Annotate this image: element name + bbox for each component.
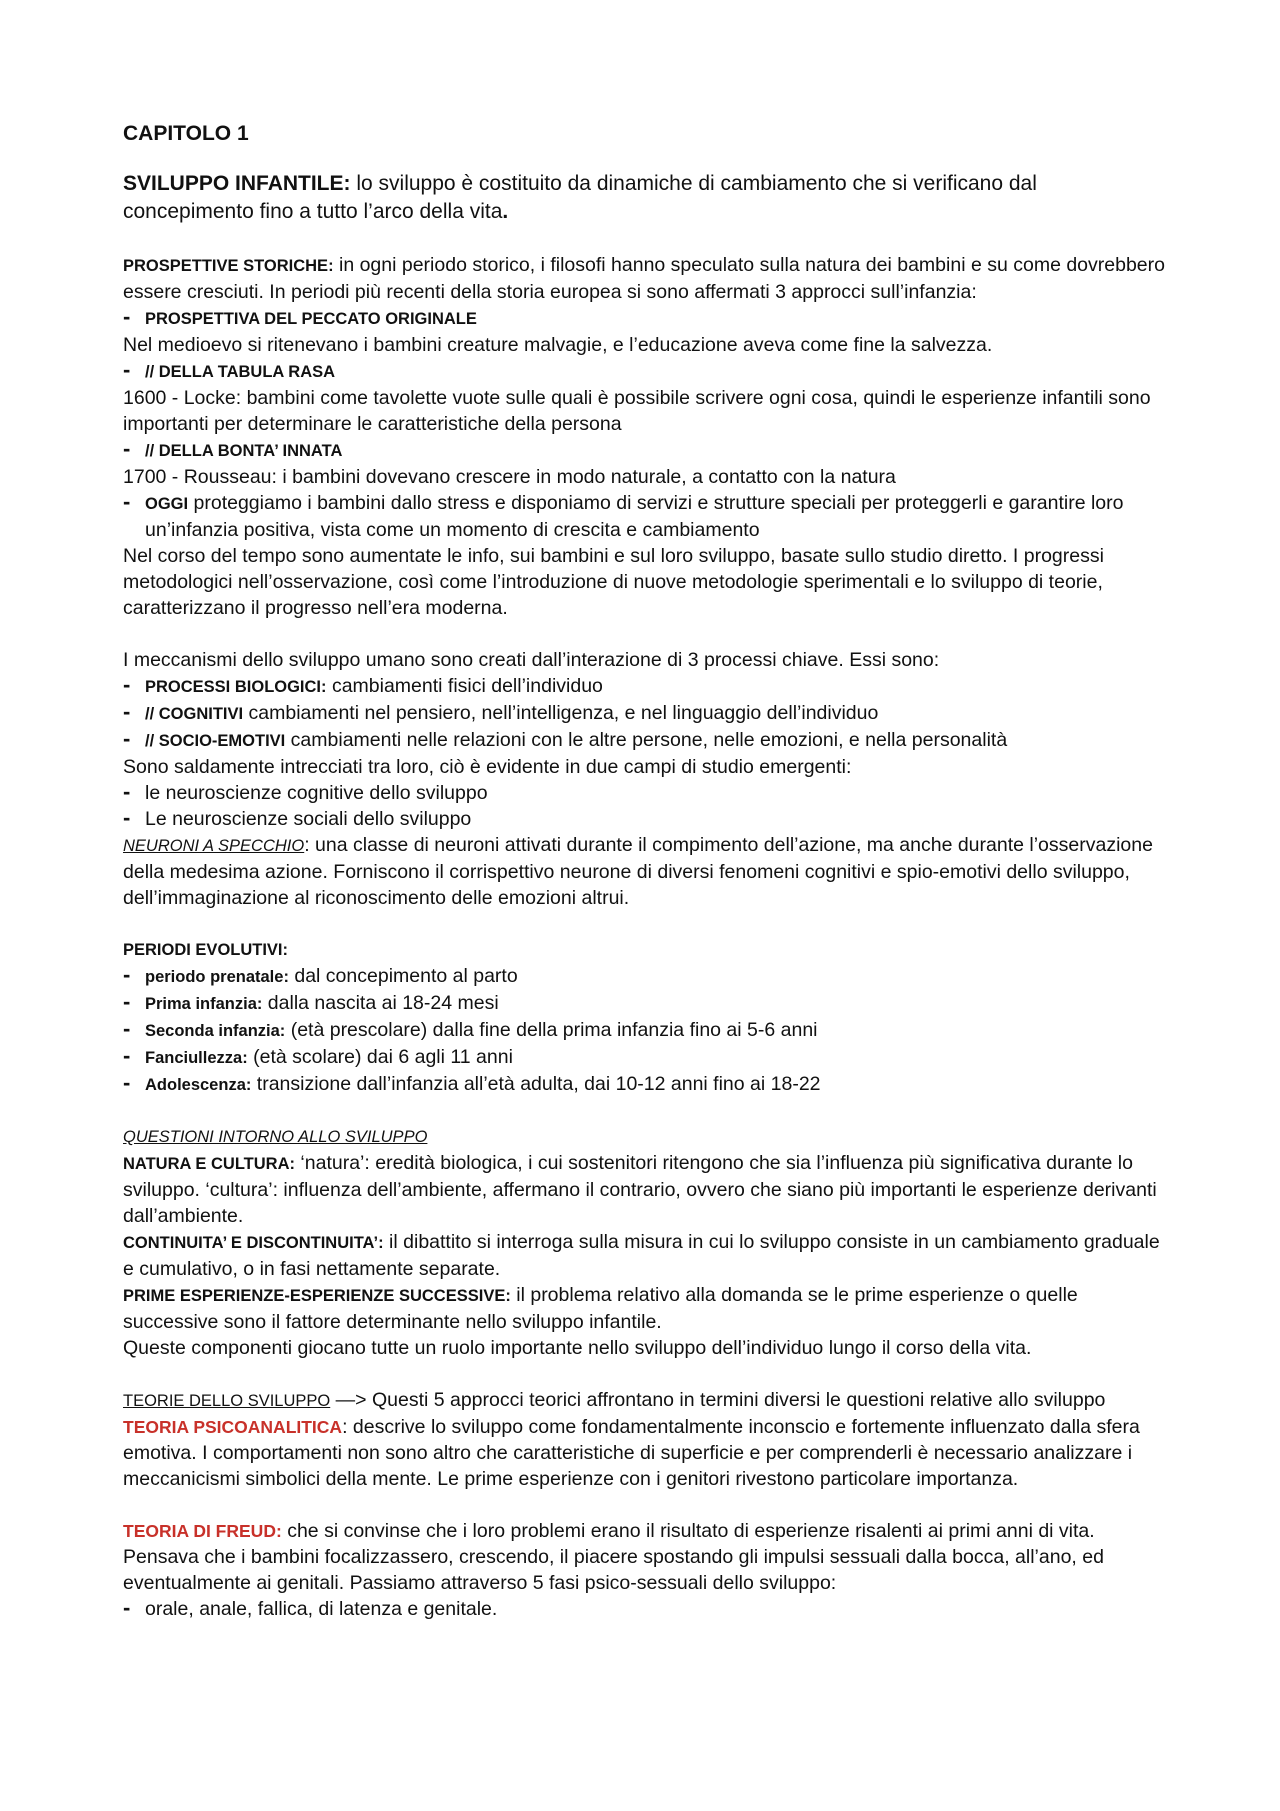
prospettive-item1-text: Nel medioevo si ritenevano i bambini creature malvagie, e l’educazione aveva come fine la salvezza. — [123, 334, 993, 356]
list-item: - PROSPETTIVA DEL PECCATO ORIGINALE — [123, 305, 1173, 332]
prospettive-item3-text: 1700 - Rousseau: i bambini dovevano crescere in modo naturale, a contatto con la natura — [123, 466, 896, 488]
document-page — [123, 120, 1173, 1622]
list-item: - Adolescenza: transizione dall’infanzia all’età adulta, dai 10-12 anni fino ai 18-22 — [123, 1071, 1173, 1098]
neuroni-paragraph: NEURONI A SPECCHIO: una classe di neuroni attivati durante il compimento dell’azione, ma anche durante l’osservazione della medesima azione. Forniscono il corrispettivo neurone di diversi fenomeni cognitivi e spio-emotivi dello sviluppo, dell’immaginazione al riconoscimento delle emozioni altrui. — [123, 834, 1153, 909]
prospettive-text: in ogni periodo storico, i filosofi hanno speculato sulla natura dei bambini e su come dovrebbero essere cresciuti. In periodi più recenti della storia europea si sono affermati 3 approcci sull’infanzia: — [123, 254, 1165, 303]
teoria-freud: TEORIA DI FREUD: che si convinse che i loro problemi erano il risultato di esperienze risalenti ai primi anni di vita. Pensava che i bambini focalizzassero, crescendo, il piacere spostando gli impulsi sessuali dalla bocca, all’ano, ed eventualmente ai genitali. Passiamo attraverso 5 fasi psico-sessuali dello sviluppo: — [123, 1520, 1104, 1594]
list-item: - // COGNITIVI cambiamenti nel pensiero, nell’intelligenza, e nel linguaggio dell’individuo — [123, 700, 1173, 727]
periodi-heading: PERIODI EVOLUTIVI: — [123, 941, 289, 959]
sviluppo-infantile-label: SVILUPPO INFANTILE: — [123, 172, 351, 195]
list-item: - le neuroscienze cognitive dello sviluppo — [123, 780, 1173, 806]
questioni-esperienze: PRIME ESPERIENZE-ESPERIENZE SUCCESSIVE: il problema relativo alla domanda se le prime esperienze o quelle successive sono il fattore determinante nello sviluppo infantile. — [123, 1284, 1078, 1333]
questioni-natura: NATURA E CULTURA: ‘natura’: eredità biologica, i cui sostenitori ritengono che sia l’influenza più significativa durante lo sviluppo. ‘cultura’: influenza dell’ambiente, affermano il contrario, ovvero che siano più importanti le esperienze derivanti dall’ambiente. — [123, 1152, 1157, 1227]
prospettive-item2-text: 1600 - Locke: bambini come tavolette vuote sulle quali è possibile scrivere ogni cosa, quindi le esperienze infantili sono importanti per determinare le caratteristiche della persona — [123, 387, 1151, 435]
teorie-paragraph: TEORIE DELLO SVILUPPO —> Questi 5 approcci teorici affrontano in termini diversi le questioni relative allo sviluppo — [123, 1389, 1106, 1411]
teoria-psicoanalitica-label: TEORIA PSICOANALITICA — [123, 1417, 343, 1437]
list-item: - // SOCIO-EMOTIVI cambiamenti nelle relazioni con le altre persone, nelle emozioni, e nella personalità — [123, 727, 1173, 754]
questioni-closing: Queste componenti giocano tutte un ruolo importante nello sviluppo dell’individuo lungo il corso della vita. — [123, 1337, 1032, 1359]
sviluppo-infantile-text: lo sviluppo è costituito da dinamiche di cambiamento che si verificano dal concepimento fino a tutto l’arco della vita — [123, 172, 1037, 223]
sviluppo-infantile-paragraph: SVILUPPO INFANTILE: lo sviluppo è costituito da dinamiche di cambiamento che si verificano dal concepimento fino a tutto l’arco della vita. — [123, 172, 1037, 223]
teoria-freud-label: TEORIA DI FREUD: — [123, 1521, 282, 1541]
teoria-psicoanalitica: TEORIA PSICOANALITICA: descrive lo sviluppo come fondamentalmente inconscio e fortemente influenzato dalla sfera emotiva. I comportamenti non sono altro che caratteristiche di superficie e per comprenderli è necessario analizzare i meccanicismi simbolici della mente. Le prime esperienze con i genitori rivestono particolare importanza. — [123, 1416, 1140, 1490]
list-item: - OGGI proteggiamo i bambini dallo stress e disponiamo di servizi e strutture speciali per proteggerli e garantire loro un’infanzia positiva, vista come un momento di crescita e cambiamento — [123, 490, 1173, 543]
list-item: - Le neuroscienze sociali dello sviluppo — [123, 806, 1173, 832]
list-item: - Fanciullezza: (età scolare) dai 6 agli 11 anni — [123, 1044, 1173, 1071]
chapter-title: CAPITOLO 1 — [123, 122, 249, 145]
list-item: - Prima infanzia: dalla nascita ai 18-24 mesi — [123, 990, 1173, 1017]
list-item: - // DELLA TABULA RASA — [123, 358, 1173, 385]
list-item: - Seconda infanzia: (età prescolare) dalla fine della prima infanzia fino ai 5-6 anni — [123, 1017, 1173, 1044]
list-item: - orale, anale, fallica, di latenza e genitale. — [123, 1596, 1173, 1622]
list-item: - PROCESSI BIOLOGICI: cambiamenti fisici dell’individuo — [123, 673, 1173, 700]
list-item: - // DELLA BONTA’ INNATA — [123, 437, 1173, 464]
prospettive-closing: Nel corso del tempo sono aumentate le info, sui bambini e sul loro sviluppo, basate sullo studio diretto. I progressi metodologici nell’osservazione, così come l’introduzione di nuove metodologie sperimentali e lo sviluppo di teorie, caratterizzano il progresso nell’era moderna. — [123, 545, 1104, 619]
prospettive-paragraph — [123, 252, 1173, 305]
neuroni-label: NEURONI A SPECCHIO — [123, 837, 305, 855]
list-item: - periodo prenatale: dal concepimento al parto — [123, 963, 1173, 990]
prospettive-label: PROSPETTIVE STORICHE: — [123, 257, 334, 275]
teorie-heading: TEORIE DELLO SVILUPPO — [123, 1392, 331, 1410]
questioni-continuita: CONTINUITA’ E DISCONTINUITA’: il dibattito si interroga sulla misura in cui lo sviluppo consiste in un cambiamento graduale e cumulativo, o in fasi nettamente separate. — [123, 1231, 1160, 1280]
meccanismi-intro: I meccanismi dello sviluppo umano sono creati dall’interazione di 3 processi chiave. Essi sono: — [123, 649, 940, 671]
meccanismi-intrecciati: Sono saldamente intrecciati tra loro, ciò è evidente in due campi di studio emergenti: — [123, 756, 852, 778]
questioni-heading: QUESTIONI INTORNO ALLO SVILUPPO — [123, 1128, 428, 1146]
